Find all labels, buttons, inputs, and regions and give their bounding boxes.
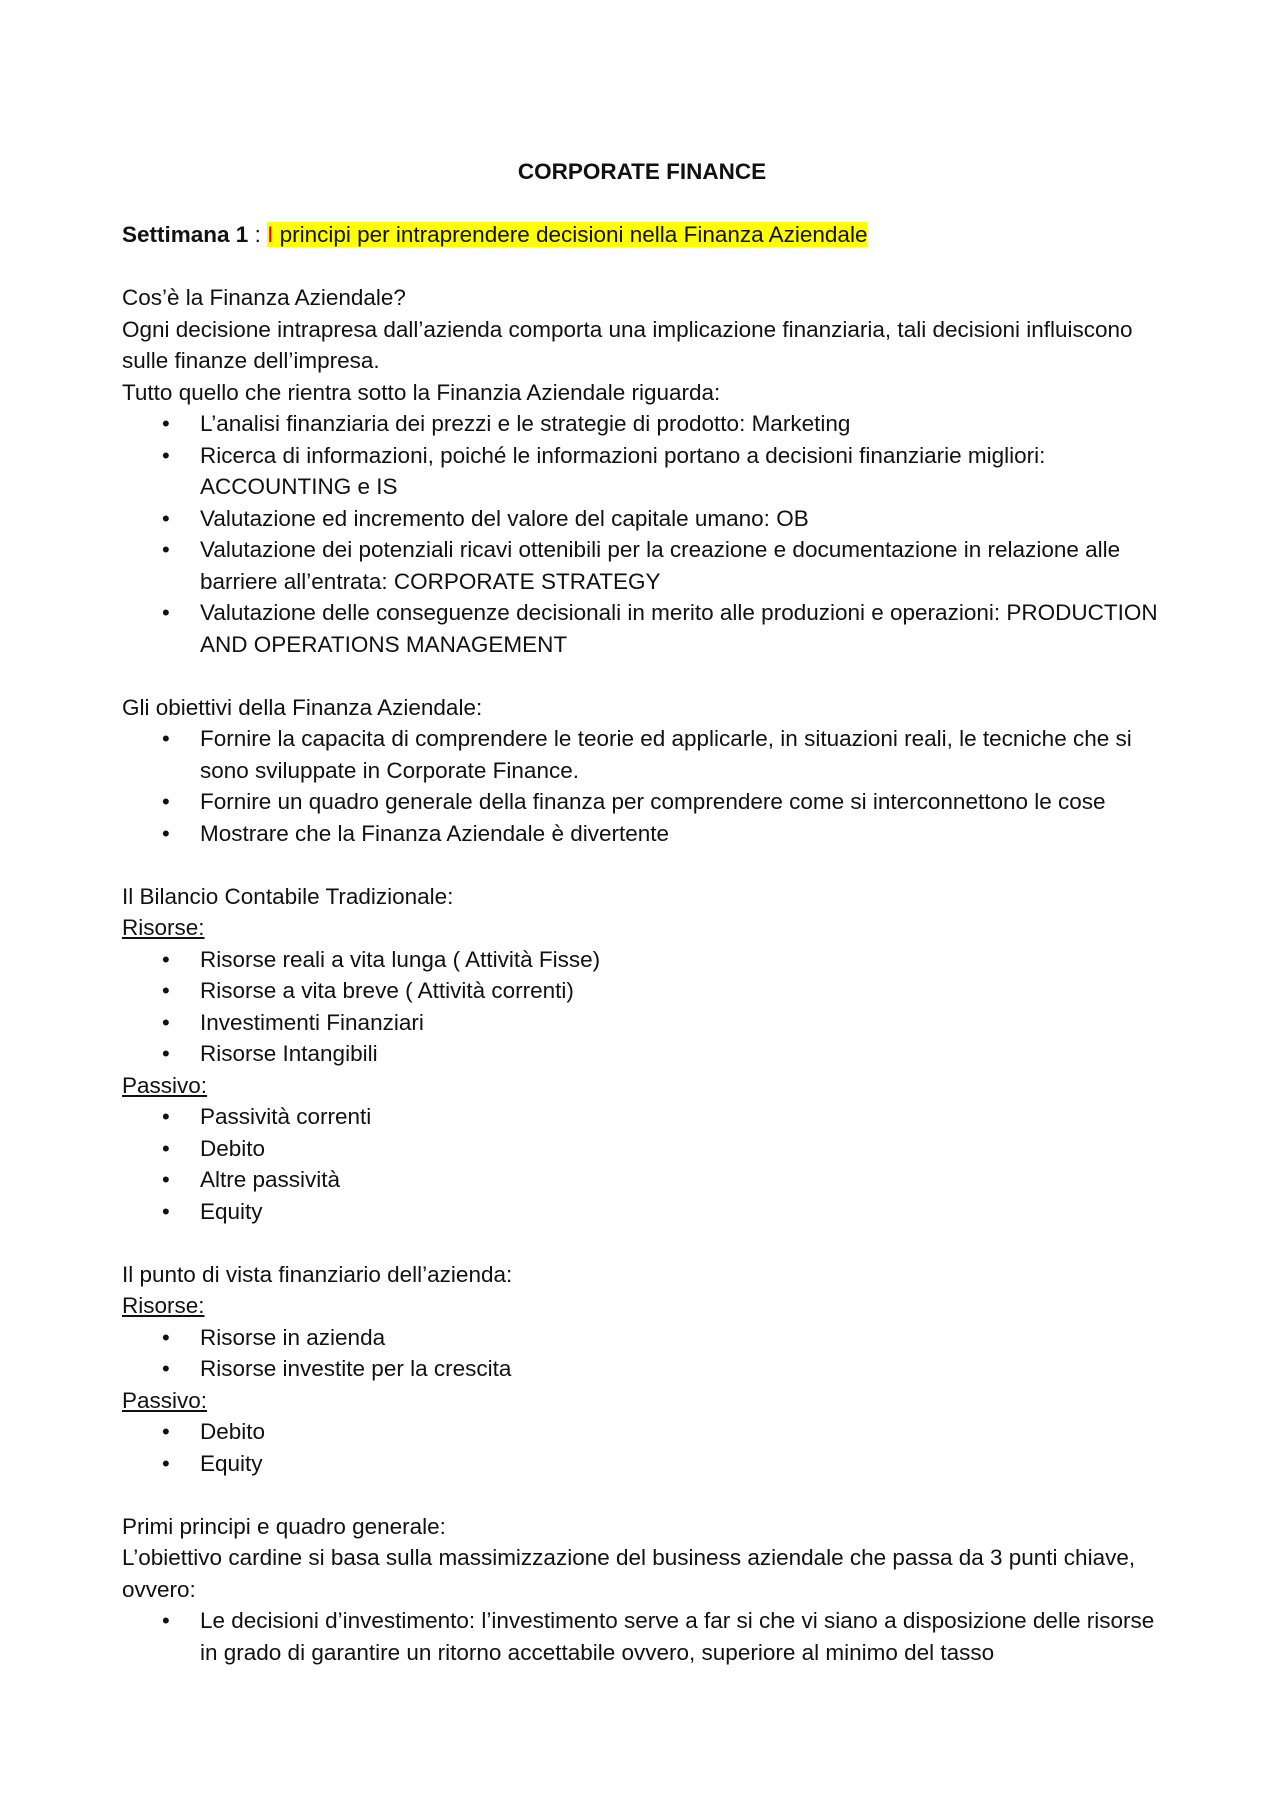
risorse-label: Risorse:	[122, 1293, 205, 1318]
list-item: • Passività correnti	[162, 1104, 372, 1129]
list-item: • L’analisi finanziaria dei prezzi e le strategie di prodotto: Marketing	[162, 411, 851, 436]
list-item: • Altre passività	[162, 1167, 341, 1192]
list-item: • Debito	[162, 1419, 266, 1444]
principles-intro: L’obiettivo cardine si basa sulla massimizzazione del business aziendale che passa da 3 punti chiave, ovvero:	[122, 1545, 1136, 1602]
passivo-list	[122, 1416, 1172, 1479]
list-item: • Valutazione ed incremento del valore del capitale umano: OB	[162, 505, 809, 531]
section-lead: Tutto quello che rientra sotto la Finanzia Aziendale riguarda:	[122, 379, 721, 405]
risorse-label: Risorse:	[122, 915, 205, 940]
list-item: • Mostrare che la Finanza Aziendale è divertente	[162, 820, 670, 846]
week-heading: Settimana 1 : I principi per intraprendere decisioni nella Finanza Aziendale	[122, 222, 868, 247]
list-item: • Fornire la capacita di comprendere le teorie ed applicarle, in situazioni reali, le tecniche che si sono sviluppate in Corporate Finance.	[162, 726, 1132, 783]
principles-heading: Primi principi e quadro generale:	[122, 1513, 446, 1539]
list-item: • Equity	[162, 1450, 263, 1476]
list-item: • Debito	[162, 1135, 266, 1161]
section-intro: Ogni decisione intrapresa dall’azienda comporta una implicazione finanziaria, tali decisioni influiscono sulle finanze dell’impresa.	[122, 316, 1133, 373]
week-label: Settimana 1	[122, 222, 249, 247]
list-item: • Valutazione dei potenziali ricavi ottenibili per la creazione e documentazione in relazione alle barriere all’entrata: CORPORATE STRATEGY	[162, 537, 1121, 594]
list-item: • Risorse in azienda	[162, 1324, 386, 1350]
balance-heading: Il Bilancio Contabile Tradizionale:	[122, 883, 454, 909]
document-title: CORPORATE FINANCE	[517, 159, 767, 184]
list-item: • Risorse investite per la crescita	[162, 1356, 512, 1381]
objectives-heading: Gli obiettivi della Finanza Aziendale:	[122, 694, 483, 720]
objectives-list	[122, 723, 1172, 849]
list-item: • Investimenti Finanziari	[162, 1009, 424, 1035]
principles-list	[122, 1605, 1172, 1668]
list-item: • Fornire un quadro generale della finanza per comprendere come si interconnettono le cose	[162, 789, 1106, 814]
list-item: • Risorse reali a vita lunga ( Attività Fisse)	[162, 946, 601, 972]
list-item: • Valutazione delle conseguenze decisionali in merito alle produzioni e operazioni: PRODUCTION AND OPERATIONS MANAGEMENT	[162, 600, 1158, 657]
topics-list	[122, 408, 1172, 660]
passivo-label: Passivo:	[122, 1072, 208, 1098]
section-question: Cos’è la Finanza Aziendale?	[122, 285, 406, 310]
list-item: • Risorse a vita breve ( Attività correnti)	[162, 978, 574, 1003]
list-item: • Equity	[162, 1198, 263, 1224]
list-item: • Le decisioni d’investimento: l’investimento serve a far si che vi siano a disposizione delle risorse in grado di garantire un ritorno accettabile ovvero, superiore al minimo del tasso	[162, 1608, 1155, 1665]
week-topic-highlight: I principi per intraprendere decisioni nella Finanza Aziendale	[267, 222, 868, 247]
risorse-list	[122, 1322, 1172, 1385]
list-item: • Risorse Intangibili	[162, 1041, 378, 1066]
document-body	[122, 156, 1172, 1668]
passivo-list	[122, 1101, 1172, 1227]
risorse-list	[122, 944, 1172, 1070]
list-item: • Ricerca di informazioni, poiché le informazioni portano a decisioni finanziarie migliori: ACCOUNTING e IS	[162, 442, 1046, 499]
financial-view-heading: Il punto di vista finanziario dell’azienda:	[122, 1261, 513, 1287]
passivo-label: Passivo:	[122, 1387, 208, 1413]
